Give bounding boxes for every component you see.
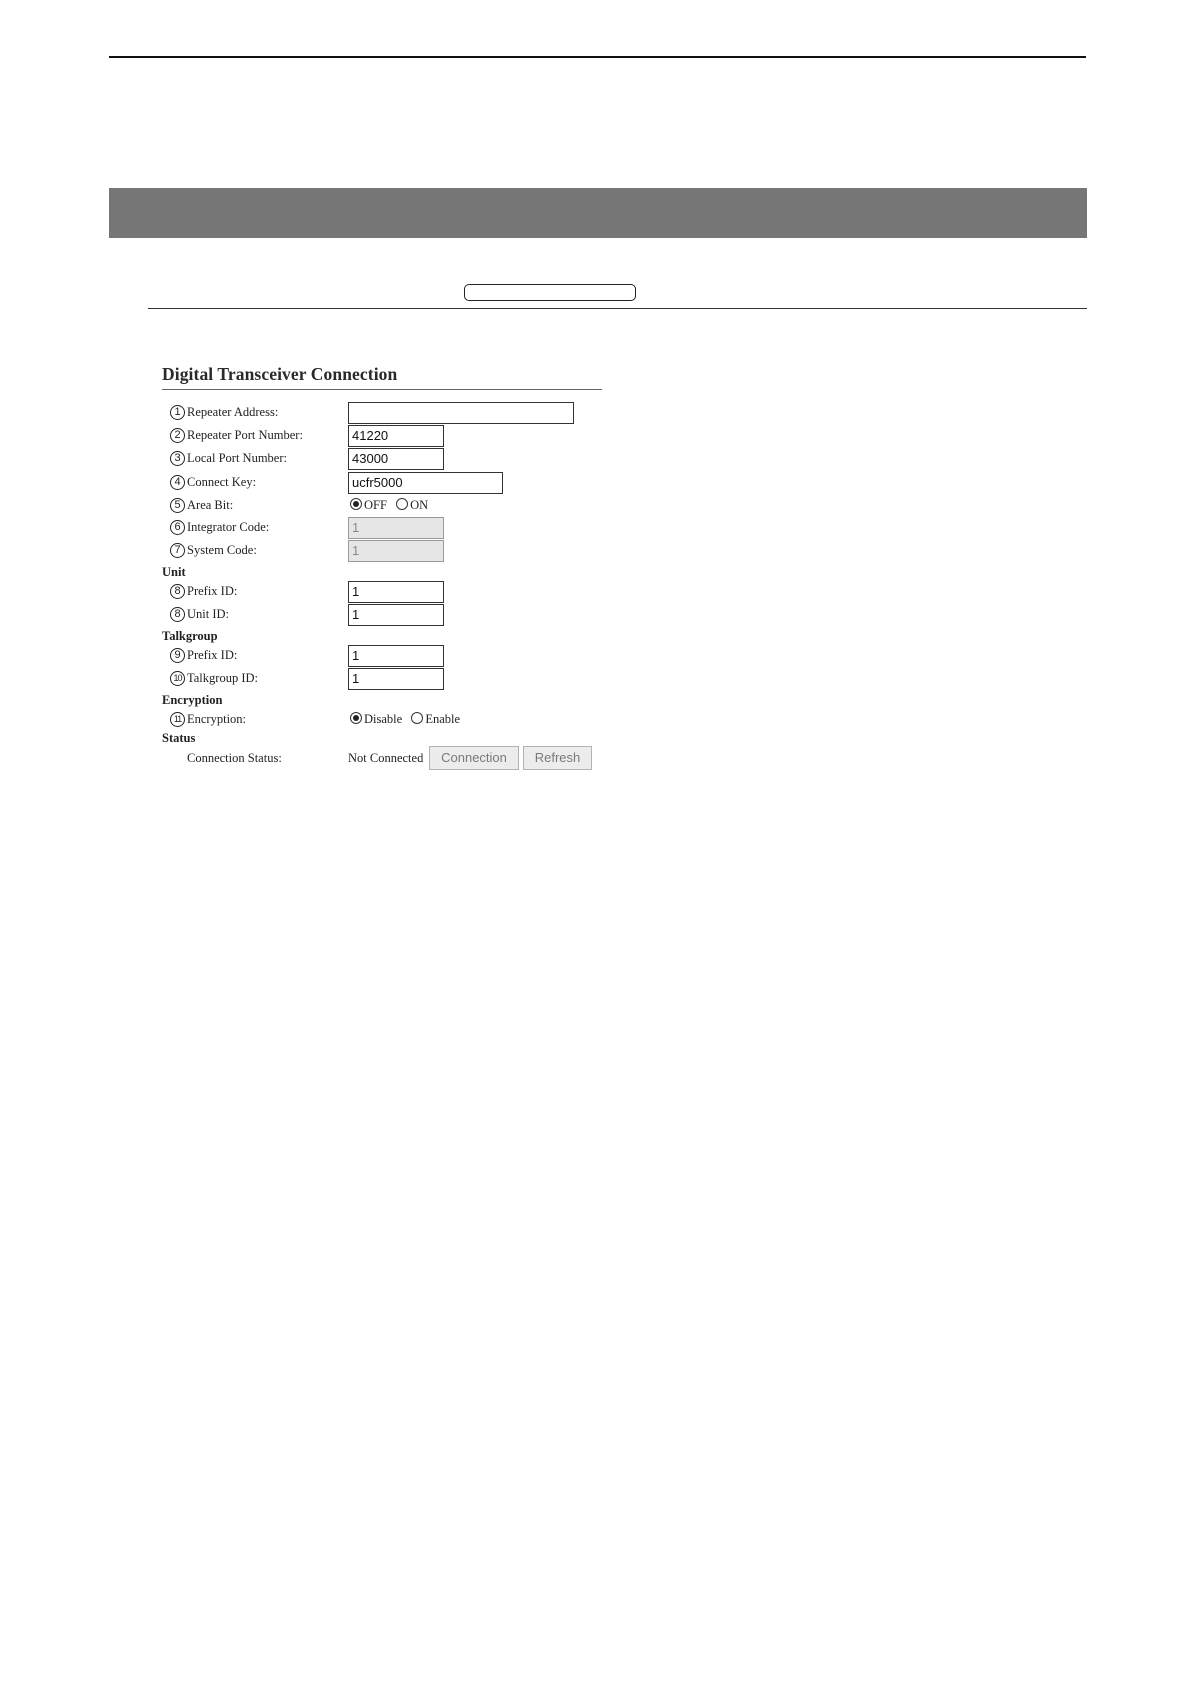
panel-title-rule — [162, 389, 602, 390]
area-bit-radio-group — [350, 498, 434, 513]
repeater-port-label: Repeater Port Number: — [187, 428, 303, 442]
system-code-input: 1 — [348, 540, 444, 562]
unit-id-input[interactable]: 1 — [348, 604, 444, 626]
callout-number: 8 — [170, 584, 185, 599]
unit-prefix-row — [0, 581, 640, 603]
encryption-heading: Encryption — [162, 693, 223, 707]
repeater-port-input[interactable]: 41220 — [348, 425, 444, 447]
connect-key-row — [0, 472, 640, 494]
connect-key-label: Connect Key: — [187, 475, 257, 489]
unit-heading: Unit — [162, 565, 186, 579]
talkgroup-heading: Talkgroup — [162, 629, 218, 643]
talkgroup-prefix-input[interactable]: 1 — [348, 645, 444, 667]
callout-number: 9 — [170, 648, 185, 663]
repeater-address-row — [0, 402, 640, 424]
encryption-label: Encryption: — [187, 712, 247, 726]
talkgroup-prefix-row — [0, 645, 640, 667]
section-header-bar — [109, 188, 1087, 238]
talkgroup-id-label: Talkgroup ID: — [187, 671, 258, 685]
encryption-disable-label: Disable — [364, 712, 403, 726]
area-bit-on-radio[interactable] — [396, 498, 408, 510]
connection-button[interactable]: Connection — [429, 746, 519, 770]
callout-number: 7 — [170, 543, 185, 558]
integrator-code-label: Integrator Code: — [187, 520, 270, 534]
callout-number: 6 — [170, 520, 185, 535]
unit-id-label: Unit ID: — [187, 607, 230, 621]
panel-title: Digital Transceiver Connection — [162, 364, 398, 384]
status-heading: Status — [162, 731, 196, 745]
callout-number: 10 — [170, 671, 185, 686]
integrator-code-input: 1 — [348, 517, 444, 539]
unit-prefix-input[interactable]: 1 — [348, 581, 444, 603]
encryption-radio-group — [350, 712, 466, 727]
callout-number: 8 — [170, 607, 185, 622]
area-bit-on-label: ON — [410, 498, 429, 512]
area-bit-off-label: OFF — [364, 498, 387, 512]
section-sub-rule — [148, 308, 1087, 309]
area-bit-label: Area Bit: — [187, 498, 234, 512]
callout-number: 3 — [170, 451, 185, 466]
unit-id-row — [0, 604, 640, 626]
talkgroup-id-row — [0, 668, 640, 690]
refresh-button[interactable]: Refresh — [523, 746, 592, 770]
local-port-input[interactable]: 43000 — [348, 448, 444, 470]
callout-number: 11 — [170, 712, 185, 727]
callout-number: 4 — [170, 475, 185, 490]
encryption-enable-radio[interactable] — [411, 712, 423, 724]
callout-number: 2 — [170, 428, 185, 443]
encryption-disable-radio[interactable] — [350, 712, 362, 724]
repeater-port-row — [0, 425, 640, 447]
local-port-label: Local Port Number: — [187, 451, 287, 465]
repeater-address-input[interactable] — [348, 402, 574, 424]
integrator-code-row — [0, 517, 640, 539]
connection-status-row — [0, 748, 640, 770]
system-code-label: System Code: — [187, 543, 257, 557]
page-top-rule — [109, 56, 1086, 58]
connection-status-value: Not Connected — [348, 751, 424, 765]
callout-number: 1 — [170, 405, 185, 420]
encryption-enable-label: Enable — [425, 712, 461, 726]
area-bit-row — [0, 495, 640, 517]
repeater-address-label: Repeater Address: — [187, 405, 279, 419]
unit-prefix-label: Prefix ID: — [187, 584, 238, 598]
local-port-row — [0, 448, 640, 470]
menu-path-box — [464, 284, 636, 301]
system-code-row — [0, 540, 640, 562]
callout-number: 5 — [170, 498, 185, 513]
talkgroup-prefix-label: Prefix ID: — [187, 648, 238, 662]
connection-status-label: Connection Status: — [187, 751, 282, 765]
area-bit-off-radio[interactable] — [350, 498, 362, 510]
encryption-row — [0, 709, 640, 731]
connect-key-input[interactable]: ucfr5000 — [348, 472, 503, 494]
talkgroup-id-input[interactable]: 1 — [348, 668, 444, 690]
